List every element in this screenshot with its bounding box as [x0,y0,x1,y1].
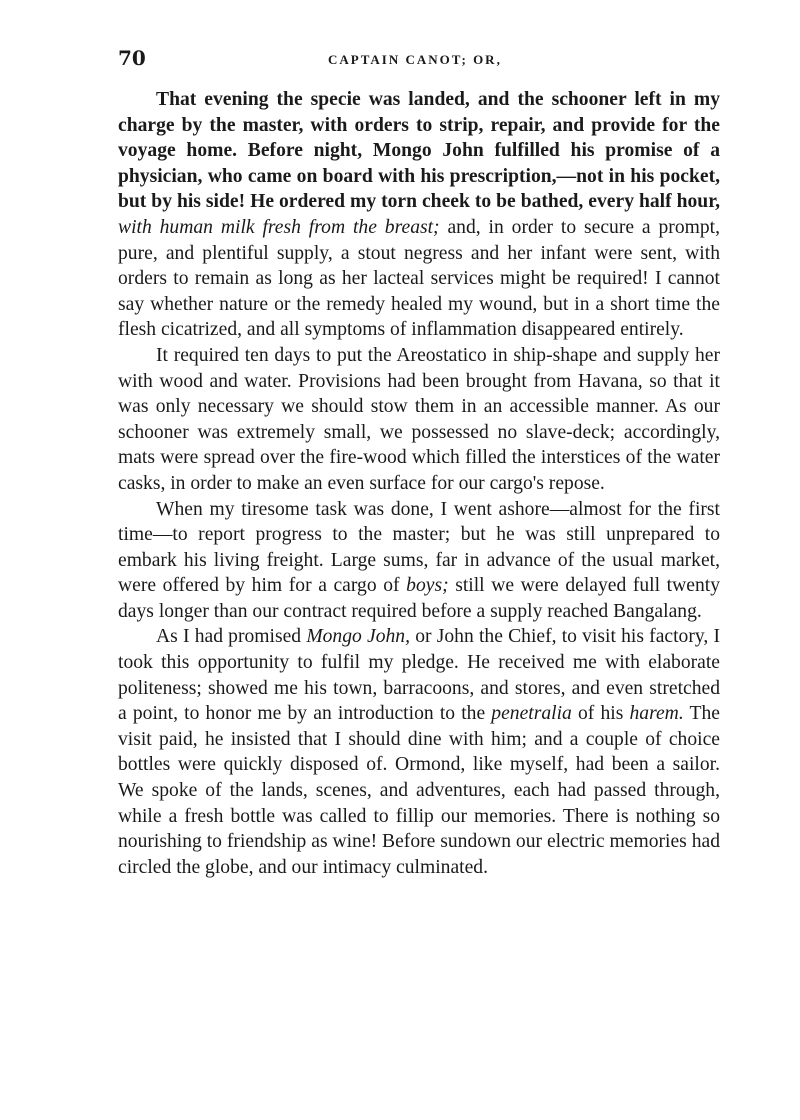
paragraph-4-italic-a: Mongo John, [306,626,411,648]
paragraph-1-text-end: and, in order to secure a prompt, pure, and plentiful supply, a stout negress and her infant were sent, with orders to remain as long as her lacteal services might be required! I cannot say whether nature or the remedy healed my wound, but in a short time the flesh cicatrized, and all symptoms of inflammation disappeared entirely. [118,216,721,341]
paragraph-1-italic: with human milk fresh from the breast; [118,216,440,238]
paragraph-3-text: When my tiresome task was done, I went ashore—almost for the first time—to report progress to the master; but he was still unprepared to embark his living freight. Large sums, far in advance of the usual market, were offered by him for a cargo of [118,498,720,597]
paragraph-4-text-a: As I had promised [156,626,307,648]
paragraph-4-text-b: or John the Chief, to visit his factory, I took this opportunity to fulfil my pledge. He received me with elaborate politeness; showed me his town, barracoons, and stores, and even stretched a point, to honor me by an introduction to the [118,626,720,725]
paragraph-3-text-end: still we were delayed full twenty days longer than our contract required before a supply reached Bangalang. [118,575,720,622]
paragraph-4-text-d: The visit paid, he insisted that I should dine with him; and a couple of choice bottles were quickly disposed of. Ormond, like myself, had been a sailor. We spoke of the lands, scenes, and adventures, each had passed through, while a fresh bottle was called to fillip our memories. There is nothing so nourishing to friendship as wine! Before sundown our electric memories had circled the globe, and our intimacy culminated. [118,703,720,878]
page-number: 70 [118,46,146,70]
paragraph-4 [118,624,720,880]
paragraph-1-text: That evening the specie was landed, and the schooner left in my charge by the master, with orders to strip, repair, and provide for the voyage home. Before night, Mongo John fulfilled his promise of a physician, who came on board with his prescription,—not in his pocket, but by his side! He ordered my torn cheek to be bathed, every half hour, [118,89,720,213]
paragraph-4-text-c: of his [571,703,630,725]
paragraph-1 [118,87,720,343]
body-text [118,87,720,880]
paragraph-2-text: It required ten days to put the Areostatico in ship-shape and supply her with wood and water. Provisions had been brought from Havana, so that it was only necessary we should stow them in an accessible manner. As our schooner was extremely small, we possessed no slave-deck; accordingly, mats were spread over the fire-wood which filled the interstices of the water casks, in order to make an even surface for our cargo's repose. [118,344,720,494]
paragraph-4-italic-b: penetralia [491,703,572,725]
paragraph-3-italic: boys; [406,575,449,597]
paragraph-2 [118,343,720,497]
paragraph-4-italic-c: harem. [629,703,684,725]
paragraph-3 [118,497,720,625]
running-head [118,46,720,70]
running-title: CAPTAIN CANOT; OR, [328,52,502,67]
